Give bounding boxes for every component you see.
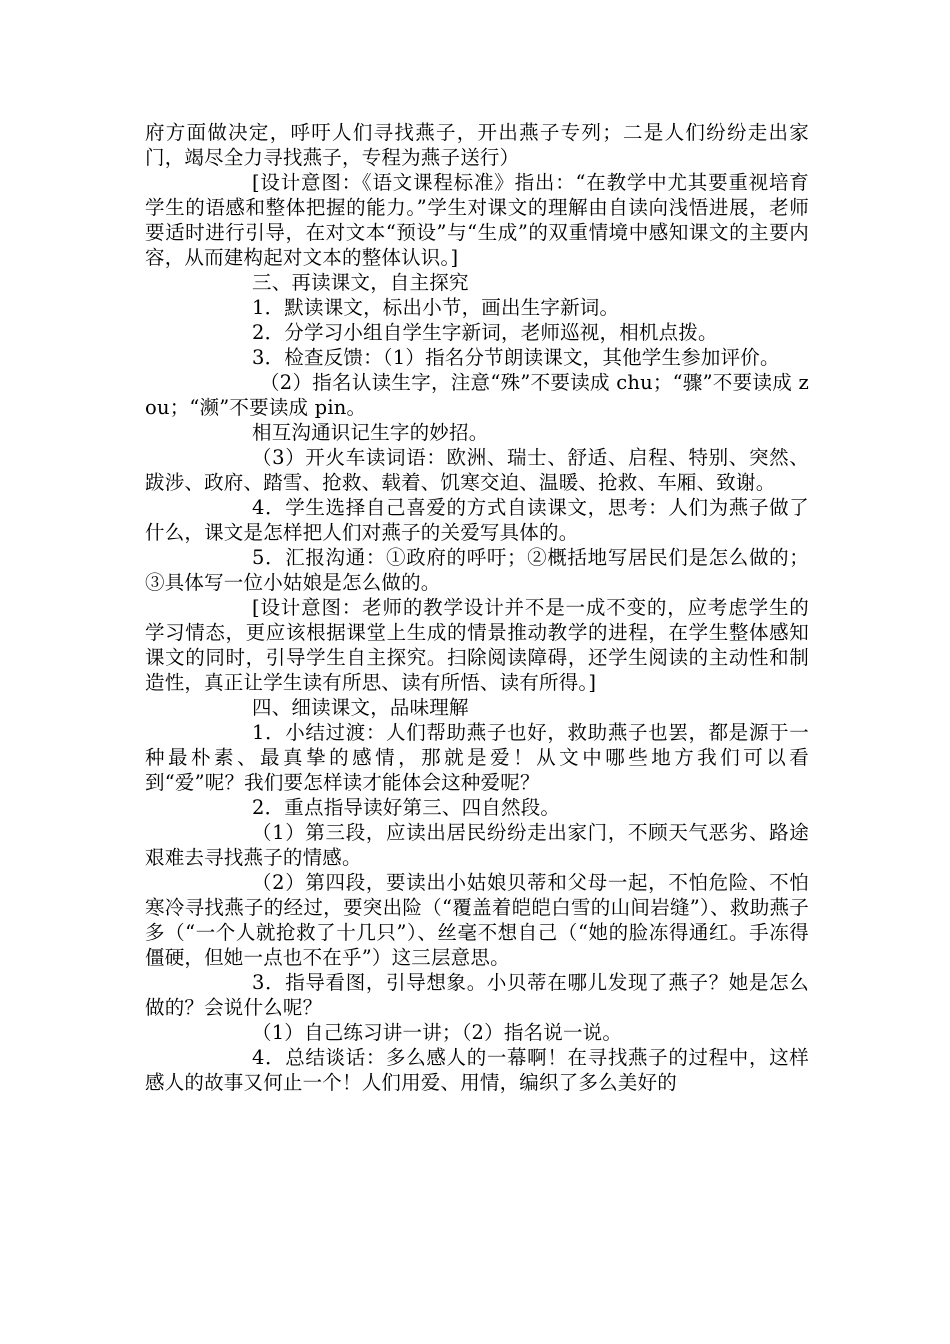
paragraph-1: 府方面做决定，呼吁人们寻找燕子，开出燕子专列；二是人们纷纷走出家门，竭尽全力寻找燕子，专程为燕子送行） xyxy=(145,121,809,169)
sub-item-3-3-3: （3）开火车读词语：欧洲、瑞士、舒适、启程、特别、突然、跋涉、政府、踏雪、抢救、载着、饥寒交迫、温暖、抢救、车厢、致谢。 xyxy=(145,446,809,494)
list-item-3-2: 2．分学习小组自学生字新词，老师巡视，相机点拨。 xyxy=(252,321,718,344)
document-body xyxy=(145,120,809,1095)
list-item-4-3: 3．指导看图，引导想象。小贝蒂在哪儿发现了燕子？她是怎么做的？会说什么呢？ xyxy=(145,971,809,1019)
sub-item-4-2-2: （2）第四段，要读出小姑娘贝蒂和父母一起，不怕危险、不怕寒冷寻找燕子的经过，要突出险（“覆盖着皑皑白雪的山间岩缝”）、救助燕子多（“一个人就抢救了十几只”）、丝毫不想自己（“她的脸冻得通红。手冻得僵硬，但她一点也不在乎”）这三层意思。 xyxy=(145,871,809,969)
list-item-3-4: 4．学生选择自己喜爱的方式自读课文，思考：人们为燕子做了什么，课文是怎样把人们对燕子的关爱写具体的。 xyxy=(145,496,809,544)
list-item-4-4: 4．总结谈话：多么感人的一幕啊！在寻找燕子的过程中，这样感人的故事又何止一个！人们用爱、用情，编织了多么美好的 xyxy=(145,1046,809,1094)
list-item-3-3: 3．检查反馈：（1）指名分节朗读课文，其他学生参加评价。 xyxy=(252,346,780,369)
paragraph-design-intent-1: [设计意图：《语文课程标准》指出：“在教学中尤其要重视培育学生的语感和整体把握的能力。”学生对课文的理解由自读向浅悟进展，老师要适时进行引导，在对文本“预设”与“生成”的双重情境中感知课文的主要内容，从而建构起对文本的整体认识。] xyxy=(145,171,809,269)
paragraph-design-intent-2: [设计意图：老师的教学设计并不是一成不变的，应考虑学生的学习情态，更应该根据课堂上生成的情景推动教学的进程，在学生整体感知课文的同时，引导学生自主探究。扫除阅读障碍，还学生阅读的主动性和制造性，真正让学生读有所思、读有所悟、读有所得。] xyxy=(145,596,809,694)
sub-item-4-3-1: （1）自己练习讲一讲；（2）指名说一说。 xyxy=(252,1021,623,1044)
list-item-3-5: 5．汇报沟通：①政府的呼吁；②概括地写居民们是怎么做的；③具体写一位小姑娘是怎么做的。 xyxy=(145,546,809,594)
sub-item-4-2-1: （1）第三段，应读出居民纷纷走出家门，不顾天气恶劣、路途艰难去寻找燕子的情感。 xyxy=(145,821,809,869)
list-item-3-1: 1．默读课文，标出小节，画出生字新词。 xyxy=(252,296,620,319)
list-item-4-2: 2．重点指导读好第三、四自然段。 xyxy=(252,796,561,819)
paragraph-tips: 相互沟通识记生字的妙招。 xyxy=(252,421,489,444)
list-item-4-1: 1．小结过渡：人们帮助燕子也好，救助燕子也罢，都是源于一种最朴素、最真挚的感情，那就是爱！从文中哪些地方我们可以看到“爱”呢？我们要怎样读才能体会这种爱呢？ xyxy=(145,721,809,794)
section-heading-3: 三、再读课文，自主探究 xyxy=(252,271,469,294)
sub-item-3-3-2: （2）指名认读生字，注意“殊”不要读成 chu；“骤”不要读成 zou；“濒”不要读成 pin。 xyxy=(145,371,809,419)
section-heading-4: 四、细读课文，品味理解 xyxy=(252,696,469,719)
